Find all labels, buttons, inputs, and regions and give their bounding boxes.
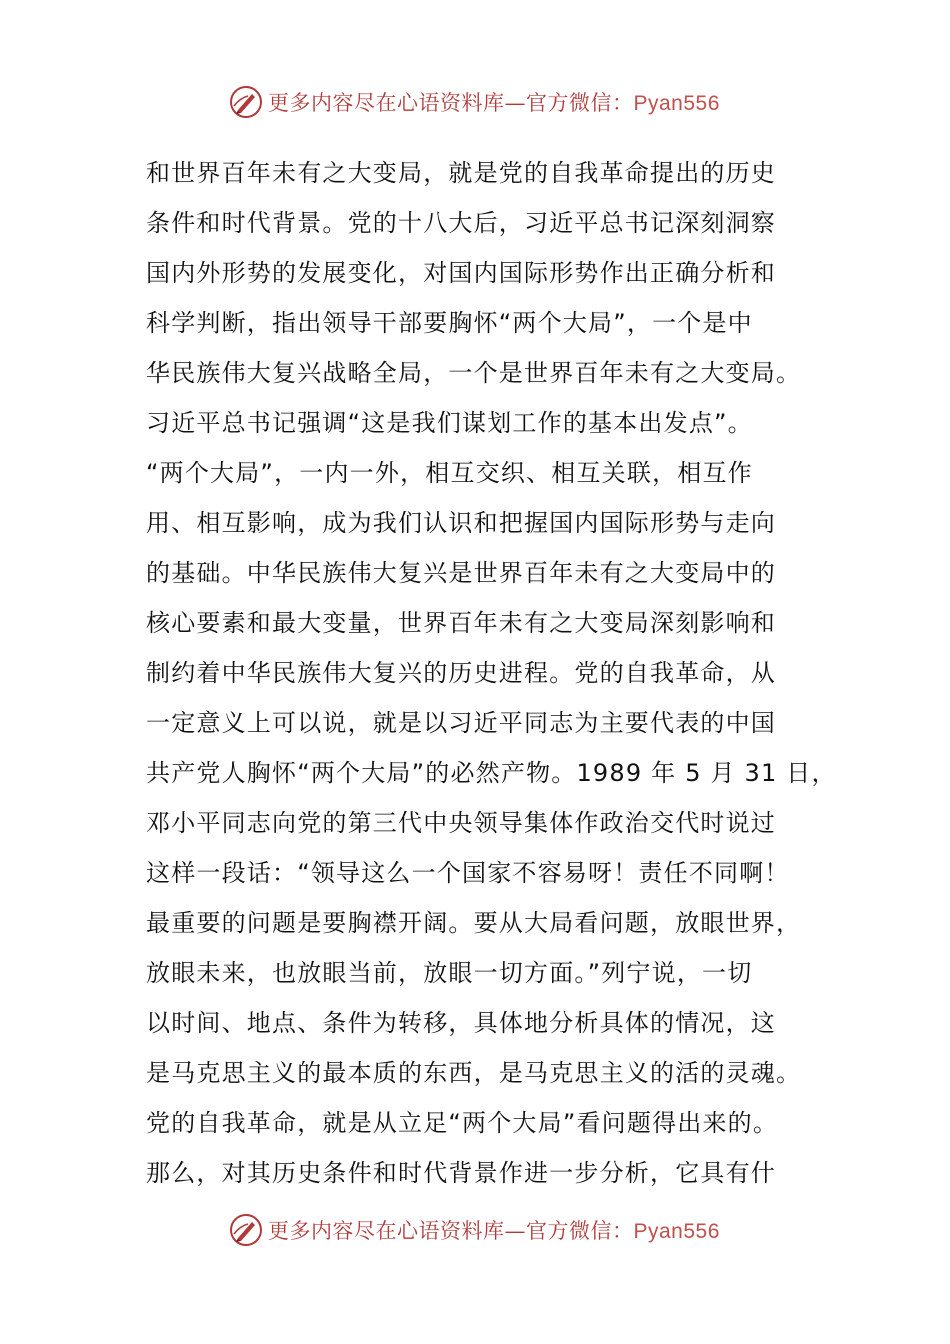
- header-prefix: 更多内容尽在心语资料库—: [268, 91, 526, 115]
- header-text: [268, 87, 720, 117]
- body-text-line: 科学判断，指出领导干部要胸怀“两个大局”，一个是中: [146, 309, 753, 337]
- body-text-line: 邓小平同志向党的第三代中央领导集体作政治交代时说过: [146, 809, 776, 837]
- header-wechat-id: Pyan556: [633, 92, 720, 115]
- body-text-line: 华民族伟大复兴战略全局，一个是世界百年未有之大变局。: [146, 359, 802, 387]
- pen-logo-icon: [228, 1212, 264, 1248]
- body-text-line: 放眼未来，也放眼当前，放眼一切方面。”列宁说，一切: [146, 959, 753, 987]
- header-banner: [228, 82, 748, 122]
- footer-wechat-label: 官方微信：: [526, 1219, 634, 1243]
- body-text-line: 以时间、地点、条件为转移，具体地分析具体的情况，这: [146, 1009, 776, 1037]
- body-text-line: 国内外形势的发展变化，对国内国际形势作出正确分析和: [146, 259, 776, 287]
- body-text-line: 和世界百年未有之大变局，就是党的自我革命提出的历史: [146, 159, 776, 187]
- body-text-line: 共产党人胸怀“两个大局”的必然产物。1989 年 5 月 31 日，: [146, 759, 837, 787]
- pen-logo-icon: [228, 84, 264, 120]
- body-text-line: 用、相互影响，成为我们认识和把握国内国际形势与走向: [146, 509, 776, 537]
- footer-text: [268, 1215, 720, 1245]
- footer-banner: [228, 1210, 748, 1250]
- body-text-line: 那么，对其历史条件和时代背景作进一步分析，它具有什: [146, 1159, 776, 1187]
- body-text-line: “两个大局”，一内一外，相互交织、相互关联，相互作: [146, 459, 753, 487]
- body-text-line: 是马克思主义的最本质的东西，是马克思主义的活的灵魂。: [146, 1059, 802, 1087]
- document-body: [146, 148, 837, 1198]
- body-text-line: 条件和时代背景。党的十八大后，习近平总书记深刻洞察: [146, 209, 776, 237]
- footer-prefix: 更多内容尽在心语资料库—: [268, 1219, 526, 1243]
- footer-wechat-id: Pyan556: [633, 1220, 720, 1243]
- body-text-line: 最重要的问题是要胸襟开阔。要从大局看问题，放眼世界，: [146, 909, 802, 937]
- body-text-line: 制约着中华民族伟大复兴的历史进程。党的自我革命，从: [146, 659, 776, 687]
- body-text-line: 核心要素和最大变量，世界百年未有之大变局深刻影响和: [146, 609, 776, 637]
- body-text-line: 习近平总书记强调“这是我们谋划工作的基本出发点”。: [146, 409, 753, 437]
- body-text-line: 一定意义上可以说，就是以习近平同志为主要代表的中国: [146, 709, 776, 737]
- header-wechat-label: 官方微信：: [526, 91, 634, 115]
- body-text-line: 的基础。中华民族伟大复兴是世界百年未有之大变局中的: [146, 559, 776, 587]
- body-text-line: 这样一段话：“领导这么一个国家不容易呀！责任不同啊！: [146, 859, 790, 887]
- body-text-line: 党的自我革命，就是从立足“两个大局”看问题得出来的。: [146, 1109, 779, 1137]
